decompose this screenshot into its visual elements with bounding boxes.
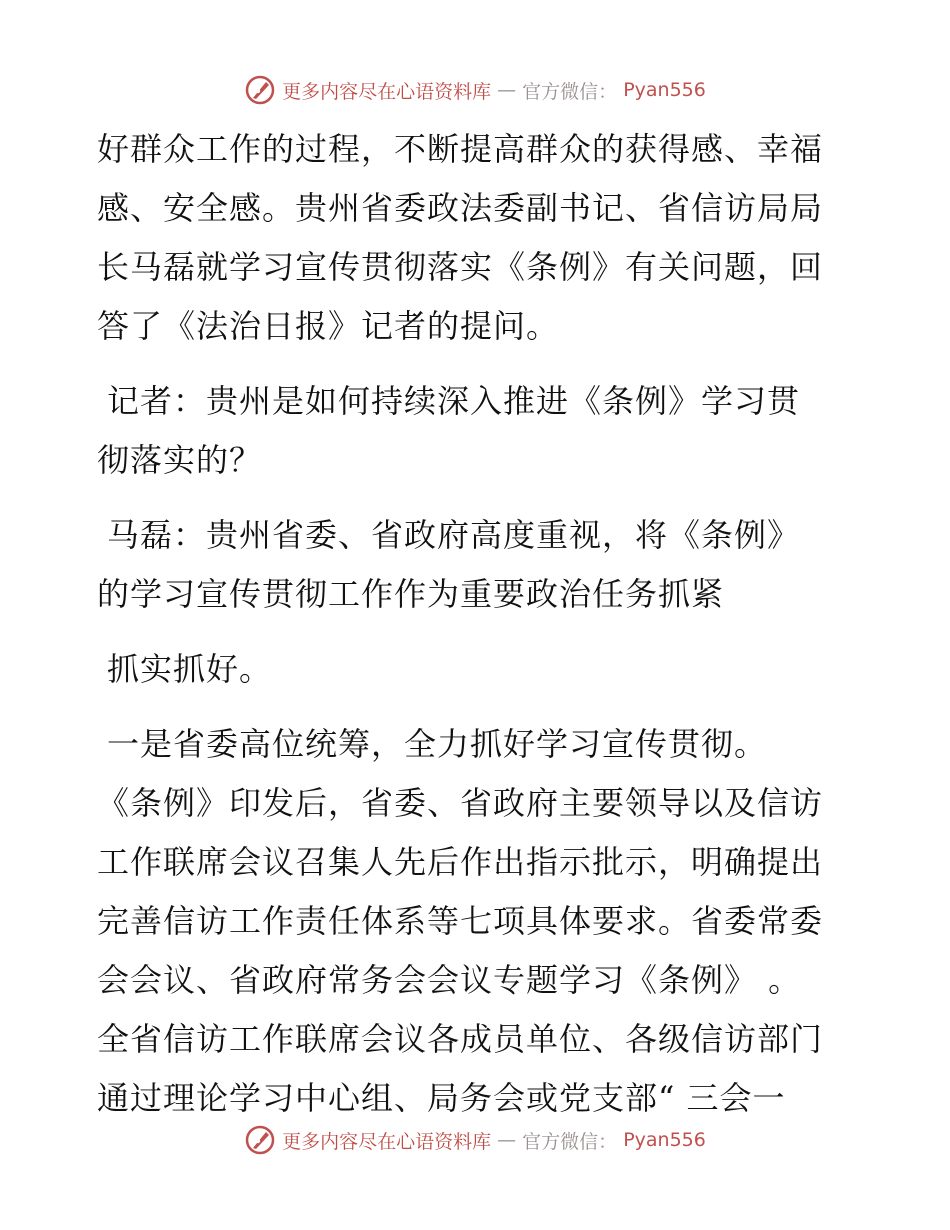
text-line: 通过理论学习中心组、局务会或党支部“ 三会一 [97,1079,786,1117]
text-line: 《条例》印发后，省委、省政府主要领导以及信访 [97,784,824,822]
watermark-wechat-label: 官方微信： [522,1130,618,1153]
watermark-wechat-id: Pyan556 [623,79,706,101]
text-line: 感、安全感。贵州省委政法委副书记、省信访局局 [97,189,824,227]
header-watermark [0,70,950,110]
paragraph-answer [97,506,857,624]
paragraph-answer-cont [97,640,857,699]
watermark-separator: — [497,1129,517,1151]
footer-watermark [0,1120,950,1160]
text-line: 一是省委高位统筹，全力抓好学习宣传贯彻。 [107,725,768,763]
text-line: 彻落实的？ [97,441,263,479]
quill-logo-icon [244,1124,276,1156]
watermark-separator: — [497,79,517,101]
watermark-wechat-id: Pyan556 [623,1129,706,1151]
text-line: 全省信访工作联席会议各成员单位、各级信访部门 [97,1020,824,1058]
watermark-text: 更多内容尽在心语资料库 [282,80,492,103]
text-line: 好群众工作的过程，不断提高群众的获得感、幸福 [97,130,824,168]
paragraph-1 [97,120,857,356]
paragraph-point-one [97,715,857,1128]
text-line: 完善信访工作责任体系等七项具体要求。省委常委 [97,902,824,940]
quill-logo-icon [244,74,276,106]
text-line: 的学习宣传贯彻工作作为重要政治任务抓紧 [97,575,725,613]
text-line: 答了《法治日报》记者的提问。 [97,307,560,345]
document-body [97,120,857,1128]
text-line: 会会议、省政府常务会会议专题学习《条例》 。 [97,961,802,999]
text-line: 抓实抓好。 [107,650,273,688]
text-line: 记者：贵州是如何持续深入推进《条例》学习贯 [107,382,801,420]
watermark-text: 更多内容尽在心语资料库 [282,1130,492,1153]
text-line: 马磊：贵州省委、省政府高度重视，将《条例》 [107,516,801,554]
text-line: 工作联席会议召集人先后作出指示批示，明确提出 [97,843,824,881]
watermark-wechat-label: 官方微信： [522,80,618,103]
paragraph-question [97,372,857,490]
text-line: 长马磊就学习宣传贯彻落实《条例》有关问题，回 [97,248,824,286]
